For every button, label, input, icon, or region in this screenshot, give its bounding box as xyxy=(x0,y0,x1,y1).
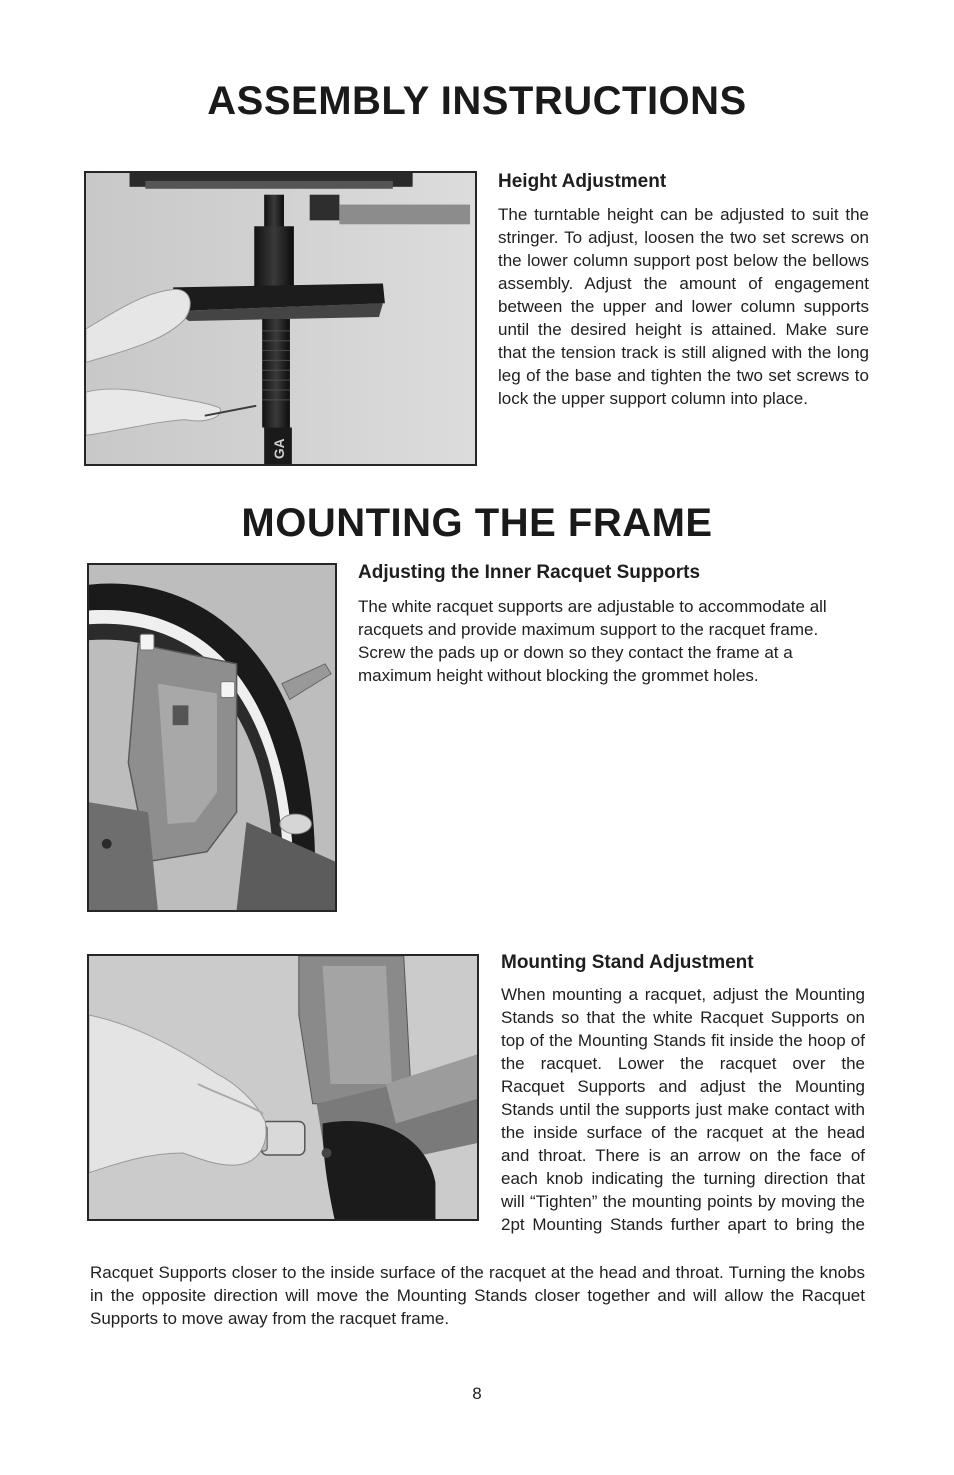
section-body-stand-wrap: When mounting a racquet, adjust the Mounting Stands so that the white Racquet Supports on top of the Mounting Stands fit inside the hoop of the racquet. Lower the racquet over the Racquet Supports and adjust the Mounting Stands until the supports just make contact with the inside surface of the racquet at the head and throat. There is an arrow on the face of each knob indicating the turning direction that will “Tighten” the mounting points by moving the 2pt Mounting Stands further apart to bring the xyxy=(501,985,865,1234)
height-adjustment-photo xyxy=(84,171,477,466)
section-body-stand-full: Racquet Supports closer to the inside surface of the racquet at the head and throat. Turning the knobs in the opposite direction will move the Mounting Stands closer together and will allow the Racquet Supports to move away from the racquet frame. xyxy=(90,1263,865,1328)
page-number: 8 xyxy=(472,1384,482,1403)
page-title-assembly: ASSEMBLY INSTRUCTIONS xyxy=(207,79,747,123)
section-heading-inner-supports: Adjusting the Inner Racquet Supports xyxy=(358,562,701,583)
inner-racquet-supports-photo xyxy=(87,563,337,912)
mounting-stand-photo xyxy=(87,954,479,1221)
section-body-inner-supports: The white racquet supports are adjustable to accommodate all racquets and provide maximum support to the racquet frame. Screw the pads up or down so they contact the frame at a maximum height without blocking the grommet holes. xyxy=(358,597,827,685)
page-title-mounting: MOUNTING THE FRAME xyxy=(241,501,713,545)
section-heading-stand: Mounting Stand Adjustment xyxy=(501,952,754,973)
section-heading-height: Height Adjustment xyxy=(498,171,667,192)
column-label: GA xyxy=(270,438,287,460)
section-body-height: The turntable height can be adjusted to suit the stringer. To adjust, loosen the two set screws on the lower column support post below the bellows assembly. Adjust the amount of engagement between the upper and lower column supports until the desired height is attained. Make sure that the tension track is still aligned with the long leg of the base and tighten the two set screws to lock the upper support column into place. xyxy=(498,205,869,408)
